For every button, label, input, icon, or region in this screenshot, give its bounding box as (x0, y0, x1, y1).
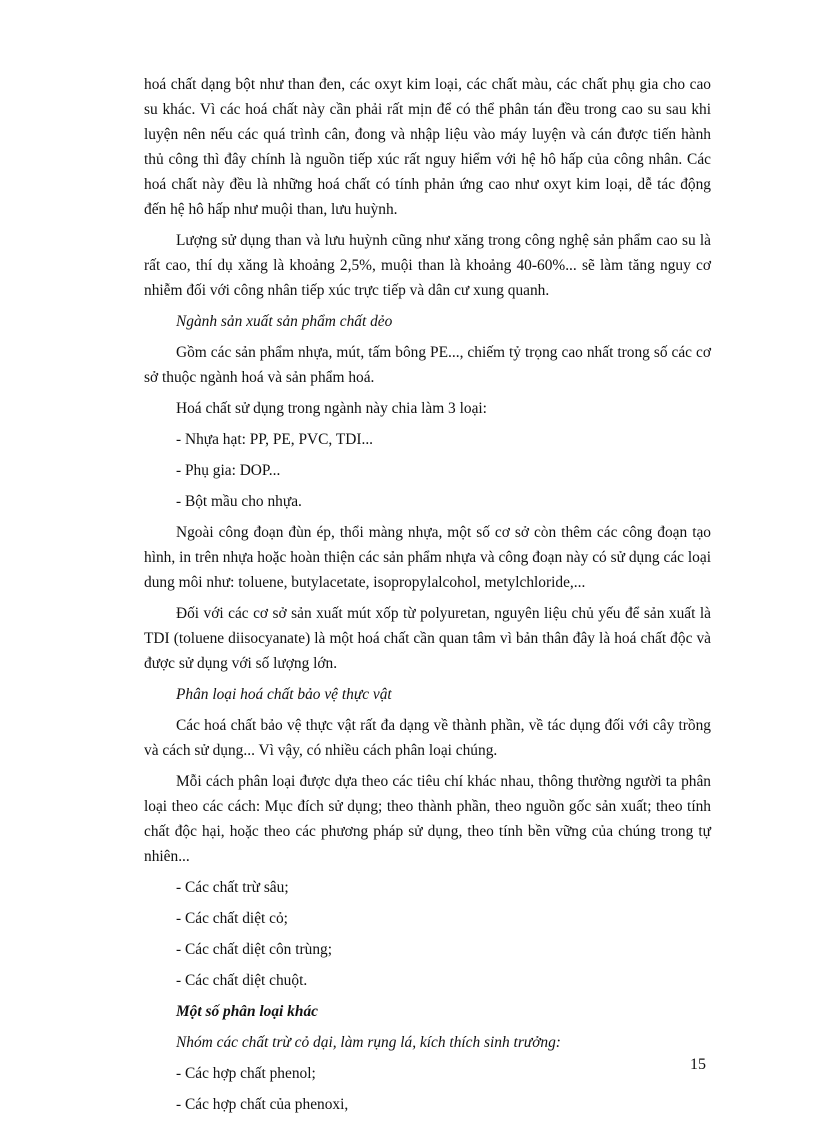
list-item-additives: - Phụ gia: DOP... (176, 462, 281, 479)
page-number: 15 (690, 1056, 706, 1073)
list-item-rodenticides: - Các chất diệt chuột. (176, 972, 308, 989)
heading-plastics-industry: Ngành sản xuất sản phẩm chất dẻo (176, 313, 393, 330)
list-item-phenoxy-compounds: - Các hợp chất của phenoxi, (176, 1096, 349, 1113)
list-item-phenol-compounds: - Các hợp chất phenol; (176, 1065, 316, 1082)
paragraph-plastics-chemical-types: Hoá chất sử dụng trong ngành này chia làm 3 loại: (176, 400, 487, 417)
paragraph-rubber-usage: Lượng sử dụng than và lưu huỳnh cũng như xăng trong công nghệ sản phẩm cao su là rất cao, thí dụ xăng là khoảng 2,5%, muội than là khoảng 40-60%... sẽ làm tăng nguy cơ nhiễm đối với công nhân tiếp xúc trực tiếp và dân cư xung quanh. (144, 232, 711, 299)
list-item-herbicides: - Các chất diệt cỏ; (176, 910, 288, 927)
page-body (144, 72, 711, 1123)
paragraph-solvents: Ngoài công đoạn đùn ép, thổi màng nhựa, một số cơ sở còn thêm các công đoạn tạo hình, in trên nhựa hoặc hoàn thiện các sản phẩm nhựa và công đoạn này có sử dụng các loại dung môi như: toluene, butylacetate, isopropylalcohol, metylchloride,... (144, 524, 711, 591)
paragraph-pesticide-diversity: Các hoá chất bảo vệ thực vật rất đa dạng về thành phần, về tác dụng đối với cây trồng và cách sử dụng... Vì vậy, có nhiều cách phân loại chúng. (144, 717, 711, 759)
paragraph-classification-methods: Mỗi cách phân loại được dựa theo các tiêu chí khác nhau, thông thường người ta phân loại theo các cách: Mục đích sử dụng; theo thành phần, theo nguồn gốc sản xuất; theo tính chất độc hại, hoặc theo các phương pháp sử dụng, theo tính bền vững của chúng trong tự nhiên... (144, 773, 711, 865)
list-item-resin: - Nhựa hạt: PP, PE, PVC, TDI... (176, 431, 374, 448)
heading-pesticide-classification: Phân loại hoá chất bảo vệ thực vật (176, 686, 392, 703)
paragraph-polyurethane: Đối với các cơ sở sản xuất mút xốp từ polyuretan, nguyên liệu chủ yếu để sản xuất là TDI (toluene diisocyanate) là một hoá chất cần quan tâm vì bản thân đây là hoá chất độc và được sử dụng với số lượng lớn. (144, 605, 711, 672)
subheading-weed-killers-group: Nhóm các chất trừ cỏ dại, làm rụng lá, kích thích sinh trưởng: (176, 1034, 561, 1051)
paragraph-plastics-products: Gồm các sản phẩm nhựa, mút, tấm bông PE..., chiếm tỷ trọng cao nhất trong số các cơ sở thuộc ngành hoá và sản phẩm hoá. (144, 344, 711, 386)
paragraph-rubber-chemicals: hoá chất dạng bột như than đen, các oxyt kim loại, các chất màu, các chất phụ gia cho cao su khác. Vì các hoá chất này cần phải rất mịn để có thể phân tán đều trong cao su sau khi luyện nên nếu các quá trình cân, đong và nhập liệu vào máy luyện và cán được tiến hành thủ công thì đây chính là nguồn tiếp xúc rất nguy hiểm với hệ hô hấp của công nhân. Các hoá chất này đều là những hoá chất có tính phản ứng cao như oxyt kim loại, dễ tác động đến hệ hô hấp như muội than, lưu huỳnh. (144, 76, 711, 218)
heading-other-classifications: Một số phân loại khác (176, 1003, 318, 1020)
list-item-insect-killers: - Các chất diệt côn trùng; (176, 941, 332, 958)
list-item-insecticides: - Các chất trừ sâu; (176, 879, 289, 896)
list-item-pigment: - Bột mầu cho nhựa. (176, 493, 302, 510)
